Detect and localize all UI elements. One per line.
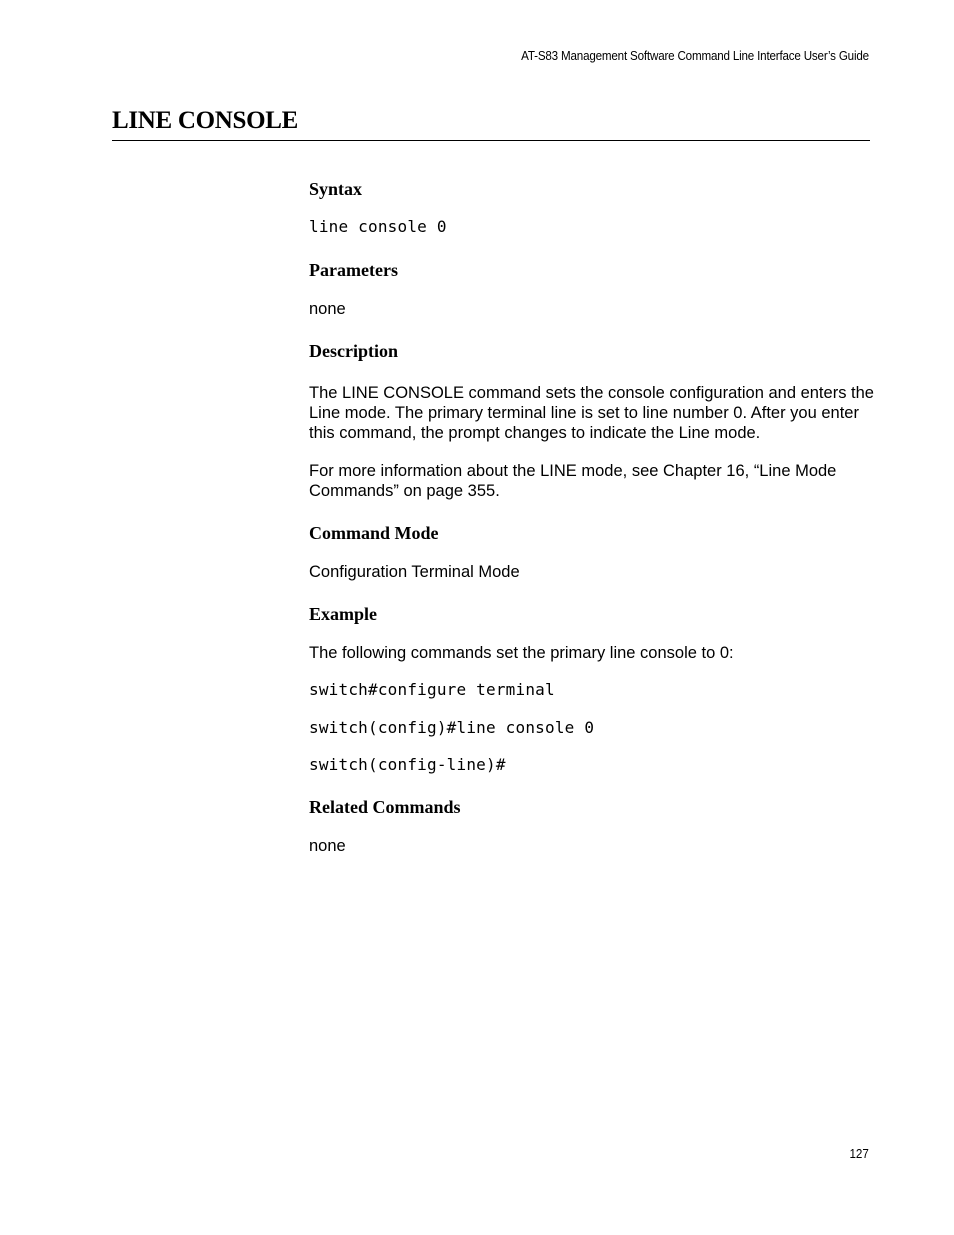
syntax-code: line console 0 — [309, 217, 447, 236]
description-paragraph-1: The LINE CONSOLE command sets the console configuration and enters the Line mode. The primary terminal line is set to line number 0. After you enter this command, the prompt changes to indicate the Line mode. — [309, 384, 874, 442]
example-code-line-3: switch(config-line)# — [309, 755, 506, 774]
title-divider — [112, 140, 870, 141]
example-heading: Example — [309, 604, 378, 624]
description-heading: Description — [309, 341, 398, 361]
command-mode-text: Configuration Terminal Mode — [309, 563, 520, 581]
page-title: LINE CONSOLE — [112, 107, 299, 134]
syntax-heading: Syntax — [309, 179, 363, 199]
page-number: 127 — [849, 1147, 869, 1161]
example-intro: The following commands set the primary line console to 0: — [309, 644, 734, 662]
example-code-line-1: switch#configure terminal — [309, 680, 555, 699]
description-paragraph-2: For more information about the LINE mode, see Chapter 16, “Line Mode Commands” on page 355. — [309, 462, 837, 500]
parameters-text: none — [309, 300, 346, 318]
related-commands-text: none — [309, 837, 346, 855]
command-mode-heading: Command Mode — [309, 523, 439, 543]
running-header: AT-S83 Management Software Command Line Interface User’s Guide — [521, 49, 869, 63]
parameters-heading: Parameters — [309, 260, 398, 280]
example-code-line-2: switch(config)#line console 0 — [309, 718, 595, 737]
related-commands-heading: Related Commands — [309, 797, 461, 817]
